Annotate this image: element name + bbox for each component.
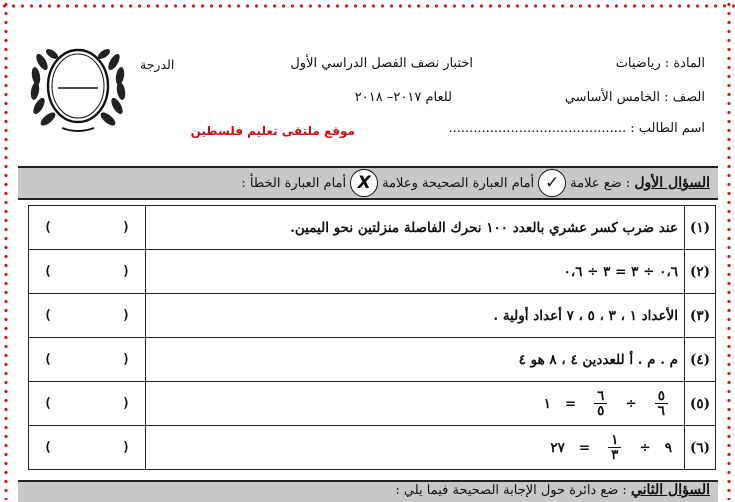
- question-1-instruction-c: أمام العبارة الخطأ :: [241, 175, 347, 191]
- table-row: [29, 250, 716, 294]
- table-row: [29, 426, 716, 470]
- answer-paren-open: (: [122, 308, 130, 323]
- row-number: (١): [685, 206, 716, 250]
- question-1-header: [18, 166, 718, 200]
- grade-label: الصف : الخامس الأساسي: [564, 90, 705, 105]
- answer-paren-open: (: [122, 396, 130, 411]
- statement-text: م . م . أ للعددين ٤ ، ٨ هو ٤: [146, 338, 685, 382]
- answer-paren-open: (: [122, 220, 130, 235]
- table-row: [29, 382, 716, 426]
- check-mark-icon: ✓: [538, 169, 566, 197]
- answer-box[interactable]: [29, 426, 146, 470]
- row-number: (٥): [685, 382, 716, 426]
- question-1-instruction-b: أمام العبارة الصحيحة وعلامة: [382, 175, 535, 191]
- row-number: (٣): [685, 294, 716, 338]
- answer-paren-close: ): [44, 308, 52, 323]
- answer-paren-open: (: [122, 440, 130, 455]
- answer-paren-close: ): [44, 396, 52, 411]
- math-result: ١: [543, 395, 551, 412]
- subject-label: المادة : رياضيات: [615, 56, 705, 71]
- student-name-field[interactable]: اسم الطالب : ...........................................: [448, 121, 705, 136]
- fraction: $\frac{١}{٣}$: [608, 433, 621, 462]
- answer-box[interactable]: [29, 382, 146, 426]
- row-number: (٦): [685, 426, 716, 470]
- answer-box[interactable]: [29, 294, 146, 338]
- fraction: $\frac{٦}{٥}$: [594, 389, 607, 418]
- answer-paren-close: ): [44, 220, 52, 235]
- answer-box[interactable]: [29, 338, 146, 382]
- row-number: (٢): [685, 250, 716, 294]
- answer-paren-close: ): [44, 352, 52, 367]
- question-1-title: السؤال الأول: [634, 175, 710, 191]
- fraction: $\frac{٥}{٦}$: [655, 389, 668, 418]
- statement-text: ٠،٦ ÷ ٣ = ٣ ÷ ٠،٦: [146, 250, 685, 294]
- math-operator: ÷: [639, 439, 651, 456]
- score-label: الدرجة: [140, 57, 175, 72]
- answer-box[interactable]: [29, 206, 146, 250]
- decorative-border-right: [723, 0, 735, 500]
- answer-paren-close: ): [44, 264, 52, 279]
- math-lead-number: ٩: [664, 439, 672, 456]
- question-2-title: السؤال الثاني: [630, 482, 710, 498]
- answer-paren-open: (: [122, 264, 130, 279]
- math-operator: ÷: [625, 395, 637, 412]
- exam-title: اختبار نصف الفصل الدراسي الأول: [290, 56, 473, 71]
- table-row: [29, 338, 716, 382]
- question-2-header: [18, 480, 718, 502]
- statement-text: الأعداد ١ ، ٣ ، ٥ ، ٧ أعداد أولية .: [146, 294, 685, 338]
- statements-table: [28, 205, 716, 470]
- table-row: [29, 206, 716, 250]
- question-1-instruction-a: : ضع علامة: [570, 175, 631, 191]
- statement-math: [146, 426, 685, 470]
- site-link[interactable]: موقع ملتقى تعليم فلسطين: [190, 124, 355, 138]
- academic-year: للعام ٢٠١٧– ٢٠١٨: [354, 90, 452, 105]
- decorative-border-top: [0, 0, 735, 12]
- math-result: ٢٧: [550, 439, 565, 456]
- math-equals: =: [578, 439, 591, 456]
- answer-paren-open: (: [122, 352, 130, 367]
- math-equals: =: [564, 395, 577, 412]
- question-2-instruction: : ضع دائرة حول الإجابة الصحيحة فيما يلي :: [395, 483, 627, 498]
- laurel-wreath-icon: [22, 34, 134, 138]
- statement-text: عند ضرب كسر عشري بالعدد ١٠٠ نحرك الفاصلة منزلتين نحو اليمين.: [146, 206, 685, 250]
- decorative-border-left: [0, 0, 12, 500]
- answer-paren-close: ): [44, 440, 52, 455]
- row-number: (٤): [685, 338, 716, 382]
- statement-math: [146, 382, 685, 426]
- answer-box[interactable]: [29, 250, 146, 294]
- cross-mark-icon: X: [350, 169, 378, 197]
- table-row: [29, 294, 716, 338]
